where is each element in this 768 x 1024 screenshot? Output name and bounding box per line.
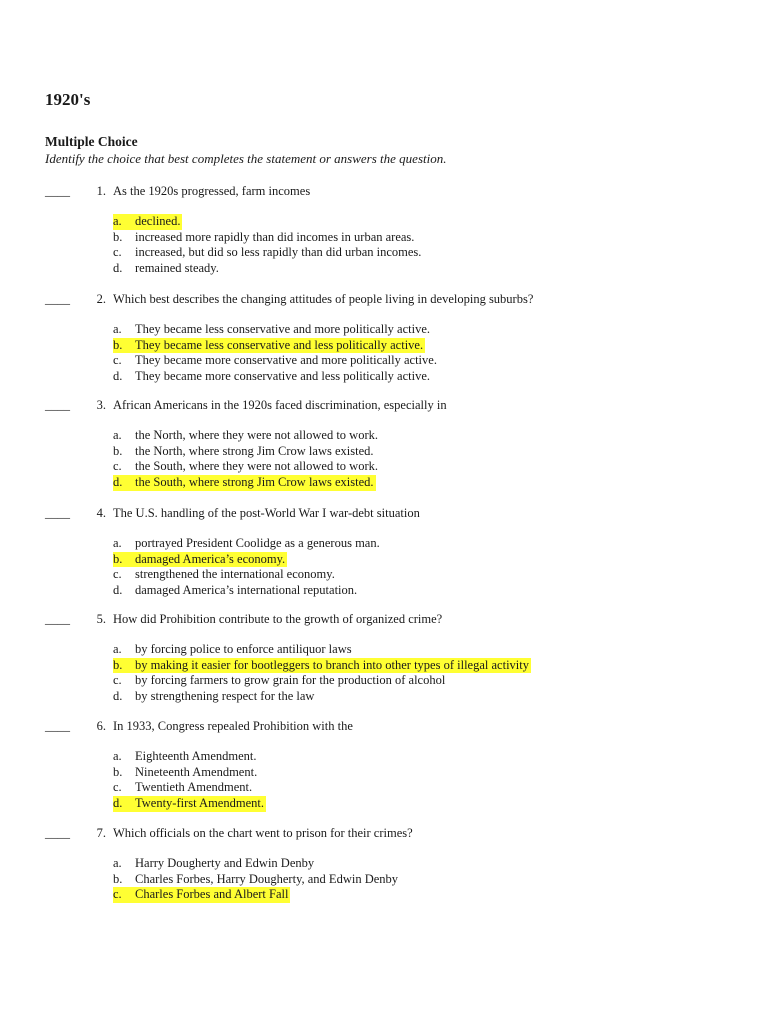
option-text: the North, where they were not allowed to work. — [135, 428, 378, 442]
answer-option — [113, 353, 439, 369]
option-letter: c. — [113, 887, 122, 902]
answer-choice — [113, 230, 416, 246]
option-letter: d. — [113, 689, 123, 704]
answer-option — [113, 583, 382, 599]
answer-option — [113, 261, 423, 277]
answer-choice — [113, 459, 380, 475]
answer-options — [113, 642, 531, 705]
answer-option — [113, 428, 380, 444]
option-text: Charles Forbes, Harry Dougherty, and Edwin Denby — [135, 871, 399, 886]
highlighted-answer — [113, 796, 266, 812]
option-text: by strengthening respect for the law — [135, 689, 315, 704]
question-number: 1. — [96, 184, 106, 198]
answer-option — [113, 749, 266, 765]
answer-option — [113, 552, 382, 568]
option-letter: a. — [113, 322, 122, 336]
question-number: 5. — [96, 612, 106, 626]
answer-choice — [113, 245, 423, 261]
answer-option — [113, 765, 266, 781]
answer-choice — [113, 322, 432, 338]
option-text: strengthened the international economy. — [135, 567, 335, 582]
option-letter: a. — [113, 536, 122, 550]
answer-options — [113, 749, 266, 812]
option-letter: c. — [113, 245, 122, 260]
option-text: Nineteenth Amendment. — [135, 764, 258, 779]
answer-option — [113, 475, 380, 491]
answer-option — [113, 887, 400, 903]
option-text: They became less conservative and more politically active. — [135, 322, 431, 336]
highlighted-answer — [113, 887, 290, 903]
option-letter: b. — [113, 551, 123, 566]
answer-blank[interactable]: ____ — [45, 506, 70, 520]
answer-option — [113, 872, 400, 888]
answer-option — [113, 673, 531, 689]
answer-blank[interactable]: ____ — [45, 826, 70, 840]
answer-choice — [113, 856, 316, 872]
question-text: Which officials on the chart went to prison for their crimes? — [113, 826, 413, 840]
instructions: Identify the choice that best completes the statement or answers the question. — [45, 151, 447, 166]
answer-choice — [113, 261, 221, 277]
answer-choice — [113, 780, 254, 796]
answer-choice — [113, 765, 259, 781]
option-letter: d. — [113, 796, 123, 811]
answer-blank[interactable]: ____ — [45, 612, 70, 626]
answer-option — [113, 322, 439, 338]
option-letter: b. — [113, 443, 123, 458]
answer-options — [113, 856, 400, 903]
answer-choice — [113, 353, 439, 369]
answer-choice — [113, 567, 337, 583]
option-text: remained steady. — [135, 261, 219, 276]
answer-choice — [113, 444, 376, 460]
answer-blank[interactable]: ____ — [45, 398, 70, 412]
option-text: Harry Dougherty and Edwin Denby — [135, 856, 315, 870]
question-number: 2. — [96, 292, 106, 306]
answer-option — [113, 536, 382, 552]
option-text: damaged America’s international reputation. — [135, 583, 358, 598]
question-number: 6. — [96, 719, 106, 733]
option-letter: c. — [113, 780, 122, 795]
answer-option — [113, 245, 423, 261]
option-letter: b. — [113, 337, 123, 352]
highlighted-answer — [113, 658, 531, 674]
option-letter: c. — [113, 673, 122, 688]
option-text: by forcing farmers to grow grain for the production of alcohol — [135, 673, 446, 688]
document-title: 1920's — [45, 90, 91, 109]
highlighted-answer — [113, 338, 425, 354]
option-text: increased, but did so less rapidly than did urban incomes. — [135, 245, 422, 260]
highlighted-answer — [113, 552, 287, 568]
question-text: Which best describes the changing attitudes of people living in developing suburbs? — [113, 292, 534, 306]
question-text: The U.S. handling of the post-World War I war-debt situation — [113, 506, 420, 520]
question-text: In 1933, Congress repealed Prohibition with the — [113, 719, 353, 733]
option-letter: a. — [113, 428, 122, 442]
answer-option — [113, 856, 400, 872]
option-letter: a. — [113, 749, 122, 763]
answer-option — [113, 689, 531, 705]
option-text: Twenty-first Amendment. — [135, 796, 264, 811]
option-text: the South, where strong Jim Crow laws existed. — [135, 475, 374, 490]
answer-choice — [113, 583, 359, 599]
answer-choice — [113, 673, 447, 689]
option-text: the South, where they were not allowed to work. — [135, 459, 378, 474]
option-text: They became more conservative and more politically active. — [135, 353, 437, 368]
option-text: Twentieth Amendment. — [135, 780, 253, 795]
option-text: the North, where strong Jim Crow laws existed. — [135, 443, 374, 458]
answer-option — [113, 567, 382, 583]
option-text: increased more rapidly than did incomes in urban areas. — [135, 229, 415, 244]
option-letter: d. — [113, 261, 123, 276]
option-letter: d. — [113, 583, 123, 598]
option-text: They became less conservative and less politically active. — [135, 337, 424, 352]
answer-option — [113, 444, 380, 460]
option-letter: c. — [113, 567, 122, 582]
option-text: portrayed President Coolidge as a generous man. — [135, 536, 380, 550]
answer-option — [113, 642, 531, 658]
answer-choice — [113, 872, 400, 888]
option-text: declined. — [135, 214, 181, 228]
answer-choice — [113, 536, 382, 552]
answer-choice — [113, 428, 380, 444]
option-letter: c. — [113, 459, 122, 474]
answer-option — [113, 214, 423, 230]
section-heading: Multiple Choice — [45, 134, 138, 149]
question-text: As the 1920s progressed, farm incomes — [113, 184, 311, 198]
answer-option — [113, 796, 266, 812]
option-letter: b. — [113, 657, 123, 672]
answer-options — [113, 536, 382, 599]
answer-options — [113, 428, 380, 491]
option-letter: d. — [113, 369, 123, 384]
answer-option — [113, 459, 380, 475]
question-number: 7. — [96, 826, 106, 840]
option-text: Charles Forbes and Albert Fall — [135, 887, 289, 902]
answer-blank[interactable]: ____ — [45, 184, 70, 198]
question-text: How did Prohibition contribute to the growth of organized crime? — [113, 612, 443, 626]
option-text: by making it easier for bootleggers to branch into other types of illegal activity — [135, 657, 529, 672]
option-text: by forcing police to enforce antiliquor laws — [135, 642, 352, 656]
option-letter: d. — [113, 475, 123, 490]
option-letter: a. — [113, 856, 122, 870]
question-text: African Americans in the 1920s faced discrimination, especially in — [113, 398, 447, 412]
answer-option — [113, 338, 439, 354]
answer-choice — [113, 642, 354, 658]
answer-choice — [113, 689, 316, 705]
option-text: They became more conservative and less politically active. — [135, 369, 431, 384]
answer-option — [113, 369, 439, 385]
answer-option — [113, 658, 531, 674]
answer-options — [113, 322, 439, 385]
answer-blank[interactable]: ____ — [45, 292, 70, 306]
option-text: Eighteenth Amendment. — [135, 749, 257, 763]
answer-option — [113, 230, 423, 246]
question-number: 4. — [96, 506, 106, 520]
answer-option — [113, 780, 266, 796]
option-letter: c. — [113, 353, 122, 368]
question-number: 3. — [96, 398, 106, 412]
option-text: damaged America’s economy. — [135, 551, 286, 566]
answer-blank[interactable]: ____ — [45, 719, 70, 733]
option-letter: b. — [113, 871, 123, 886]
answer-choice — [113, 369, 432, 385]
highlighted-answer — [113, 214, 182, 230]
option-letter: b. — [113, 764, 123, 779]
answer-options — [113, 214, 423, 277]
option-letter: b. — [113, 229, 123, 244]
option-letter: a. — [113, 642, 122, 656]
answer-choice — [113, 749, 259, 765]
option-letter: a. — [113, 214, 122, 228]
highlighted-answer — [113, 475, 376, 491]
